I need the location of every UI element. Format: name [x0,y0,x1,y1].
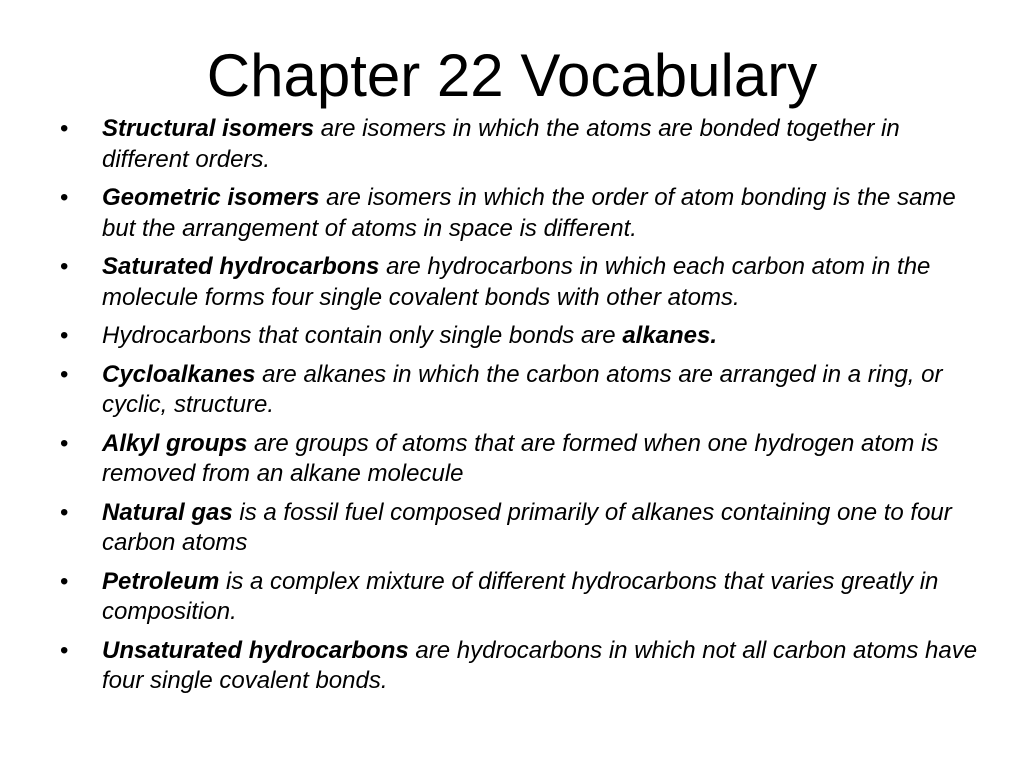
vocab-item-structural-isomers [60,114,990,175]
bullet-icon: • [60,567,69,595]
vocab-term: Saturated hydrocarbons [102,253,380,280]
vocab-term: Natural gas [102,498,233,526]
vocab-item-geometric-isomers [60,183,990,244]
slide-title: Chapter 22 Vocabulary [206,42,818,109]
bullet-icon: • [60,115,69,142]
vocab-item-unsaturated-hydrocarbons [60,636,990,697]
vocab-term: Alkyl groups [102,429,248,457]
vocab-term: alkanes. [622,322,718,349]
vocab-item-natural-gas [60,498,990,559]
vocab-term: Unsaturated hydrocarbons [102,636,409,664]
vocab-definition: Hydrocarbons that contain only single bonds are [102,322,623,349]
bullet-icon: • [60,360,69,388]
vocab-term: Cycloalkanes [102,360,256,388]
bullet-icon: • [60,498,69,526]
vocab-definition: are isomers in which the order of atom bonding is the same but the arrangement of atoms in space is different. [102,184,956,242]
vocab-term: Structural isomers [102,115,315,142]
vocab-item-alkanes [60,321,990,352]
vocab-term: Geometric isomers [102,184,320,211]
vocabulary-list [60,114,990,705]
vocab-definition: are hydrocarbons in which each carbon atom in the molecule forms four single covalent bonds with other atoms. [102,253,931,311]
bullet-icon: • [60,429,69,457]
bullet-icon: • [60,636,69,664]
bullet-icon: • [60,322,69,349]
vocab-definition: is a complex mixture of different hydrocarbons that varies greatly in composition. [102,567,939,625]
vocab-item-alkyl-groups [60,429,990,490]
vocab-definition: are isomers in which the atoms are bonded together in different orders. [102,115,900,173]
vocab-definition: are hydrocarbons in which not all carbon atoms have four single covalent bonds. [102,636,978,694]
vocab-item-cycloalkanes [60,360,990,421]
vocab-definition: are alkanes in which the carbon atoms are arranged in a ring, or cyclic, structure. [102,360,943,418]
vocab-definition: is a fossil fuel composed primarily of alkanes containing one to four carbon atoms [102,498,952,556]
bullet-icon: • [60,184,69,211]
vocab-item-saturated-hydrocarbons [60,252,990,313]
vocab-item-petroleum [60,567,990,628]
bullet-icon: • [60,253,69,280]
vocab-definition: are groups of atoms that are formed when one hydrogen atom is removed from an alkane molecule [102,429,939,487]
vocab-term: Petroleum [102,567,220,595]
